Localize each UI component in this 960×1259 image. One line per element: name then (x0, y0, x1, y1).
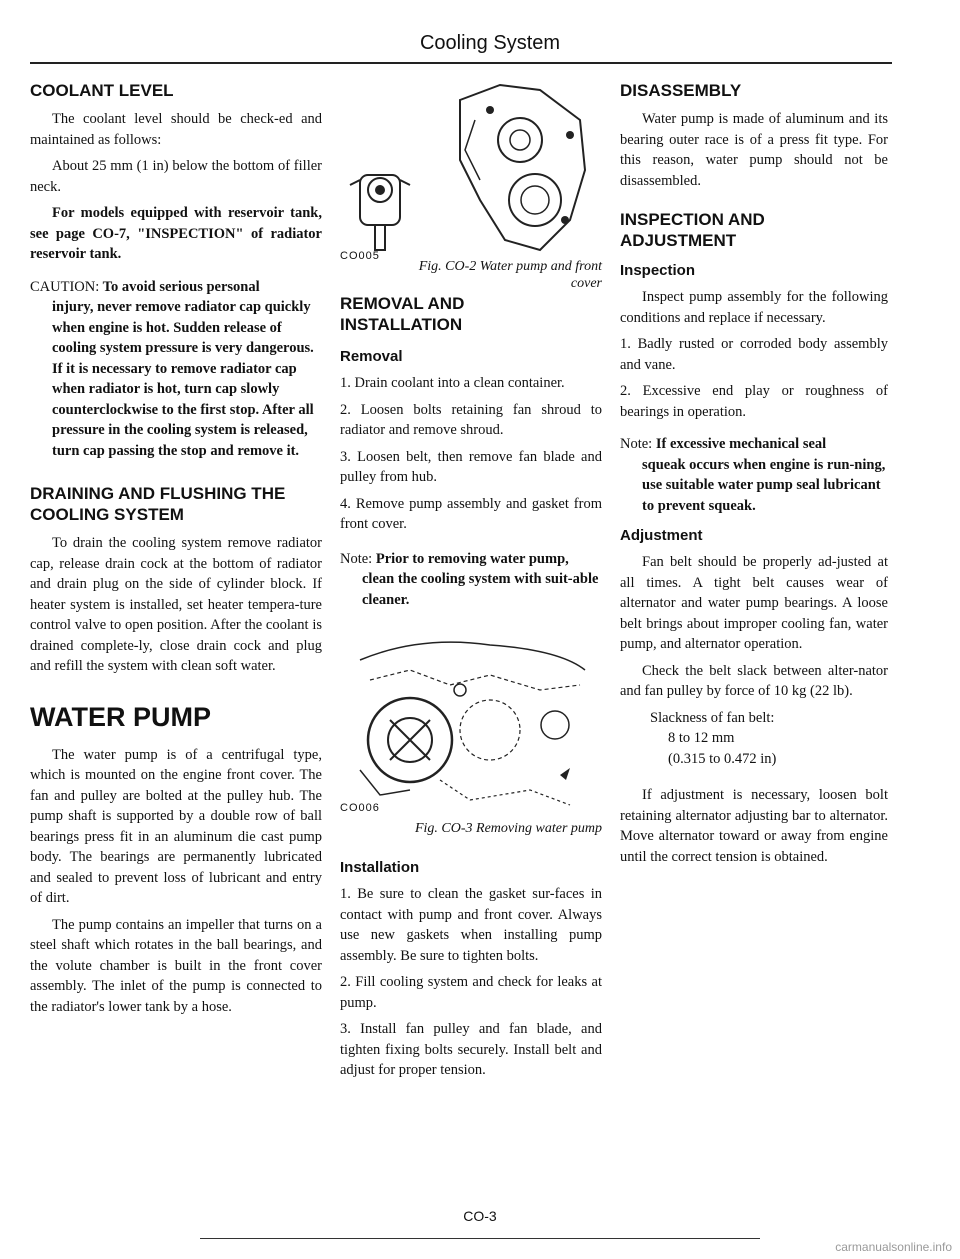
draining-paragraph: To drain the cooling system remove radiator cap, release drain cock at the bottom of radiator and drain plug on the side of cylinder block. If heater system is installed, set heater tempera-ture control valve to open position. After the coolant is drained complete-ly, close drain cock and plug and refill the system with clean soft water. (30, 535, 322, 674)
inspection-paragraph: Inspect pump assembly for the following conditions and replace if necessary. (620, 289, 888, 326)
slack-label: Slackness of fan belt: (650, 709, 775, 726)
adjustment-paragraph-1: Fan belt should be properly ad-justed at all times. A tight belt causes wear of alternator and water pump bearings. A loose belt brings about improper cooling fan, water pump, and alternator operation. (620, 554, 888, 652)
removal-note-first: Prior to removing water pump, (375, 550, 569, 567)
inspection-note (620, 434, 888, 516)
inspection-note-first: If excessive mechanical seal (655, 436, 827, 452)
watermark: carmanualsonline.info (835, 1240, 952, 1254)
removal-step-2: 2. Loosen bolts retaining fan shroud to radiator and remove shroud. (340, 401, 602, 438)
removal-note-label: Note: (340, 550, 373, 567)
slack-mm: 8 to 12 mm (668, 730, 735, 746)
heading-water-pump: WATER PUMP (30, 701, 211, 732)
removal-note-rest: clean the cooling system with suit-able cleaner. (362, 571, 599, 608)
caution-label: CAUTION: (30, 278, 100, 295)
inspection-note-label: Note: (620, 436, 653, 452)
caution-first-line: To avoid serious personal (102, 278, 260, 295)
inspection-item-2: 2. Excessive end play or roughness of bearings in operation. (620, 383, 888, 420)
water-pump-paragraph-1: The water pump is of a centrifugal type, which is mounted on the engine front cover. The fan and pulley are bolted at the pulley hub. The pump shaft is supported by a double row of ball bearings press fit in an aluminum die cast pump body. The bearings are permanently lubricated and sealed to prevent loss of lubricant and entry of dirt. (30, 746, 322, 906)
adjustment-paragraph-3: If adjustment is necessary, loosen bolt retaining alternator adjusting bar to alternator. Move alternator toward or away from engine until the correct tension is obtained. (620, 787, 888, 865)
running-head: Cooling System (419, 32, 561, 54)
removal-step-4: 4. Remove pump assembly and gasket from front cover. (340, 495, 602, 532)
inspection-item-1: 1. Badly rusted or corroded body assembly and vane. (620, 336, 888, 373)
column-left (30, 80, 322, 1023)
coolant-paragraph-1: The coolant level should be check-ed and maintained as follows: (30, 111, 322, 148)
heading-coolant-level: COOLANT LEVEL (30, 81, 174, 100)
figure-co3-code: CO006 (340, 802, 380, 814)
figure-co2-code: CO005 (340, 250, 380, 262)
caution-block (30, 277, 322, 462)
top-rule (30, 62, 892, 64)
removal-note (340, 549, 602, 611)
figure-co2 (340, 80, 602, 291)
slack-in: (0.315 to 0.472 in) (668, 750, 777, 767)
subheading-inspection: Inspection (620, 262, 696, 279)
subheading-installation: Installation (340, 859, 420, 876)
column-right (620, 80, 888, 873)
water-pump-paragraph-2: The pump contains an impeller that turns on a steel shaft which rotates in the ball bearings, and the volute chamber is built in the front cover assembly. The inlet of the pump is connected to the radiator's lower tank by a hose. (30, 916, 322, 1015)
coolant-paragraph-3: For models equipped with reservoir tank, see page CO-7, "INSPECTION" of radiator reservoir tank. (30, 205, 322, 262)
subheading-removal: Removal (340, 348, 403, 365)
figure-co2-caption (360, 258, 602, 292)
caution-text-2: If it is necessary to remove radiator cap when radiator is hot, turn cap slowly counterclockwise to the first stop. After all pressure in the cooling system is released, turn cap passing the stop and remove it. (52, 360, 314, 459)
page-number: CO-3 (463, 1208, 497, 1224)
disassembly-paragraph: Water pump is made of aluminum and its bearing outer race is of a press fit type. For this reason, water pump should not be disassembled. (620, 111, 888, 189)
bottom-rule (200, 1238, 760, 1239)
inspection-note-rest: squeak occurs when engine is run-ning, use suitable water pump seal lubricant to prevent squeak. (642, 456, 886, 514)
subheading-adjustment: Adjustment (620, 527, 703, 544)
removing-water-pump-illustration (340, 630, 602, 810)
figure-co3-caption: Fig. CO-3 Removing water pump (414, 821, 602, 836)
heading-disassembly: DISASSEMBLY (620, 81, 742, 100)
adjustment-paragraph-2: Check the belt slack between alter-nator and fan pulley by force of 10 kg (22 lb). (620, 662, 888, 699)
heading-draining: DRAINING AND FLUSHING THE COOLING SYSTEM (30, 484, 286, 524)
heading-removal-installation: REMOVAL AND INSTALLATION (340, 294, 465, 334)
removal-step-1: 1. Drain coolant into a clean container. (340, 375, 565, 391)
coolant-paragraph-2: About 25 mm (1 in) below the bottom of filler neck. (30, 158, 322, 195)
figure-co2-caption-line1: Fig. CO-2 Water pump and front (418, 259, 602, 274)
removal-step-3: 3. Loosen belt, then remove fan blade and pulley from hub. (340, 448, 602, 485)
column-middle (340, 80, 602, 1087)
figure-co2-caption-line2: cover (570, 276, 602, 291)
water-pump-front-cover-illustration (340, 80, 602, 260)
figure-co3 (340, 630, 602, 842)
install-step-3: 3. Install fan pulley and fan blade, and tighten fixing bolts securely. Install belt and adjust for proper tension. (340, 1021, 602, 1078)
install-step-1: 1. Be sure to clean the gasket sur-faces in contact with pump and front cover. Always use new gaskets when installing pump assembly. Be sure to tighten bolts. (340, 886, 602, 964)
heading-inspection-adjustment: INSPECTION AND ADJUSTMENT (620, 210, 765, 250)
install-step-2: 2. Fill cooling system and check for leaks at pump. (340, 974, 602, 1011)
caution-text-1: injury, never remove radiator cap quickly when engine is hot. Sudden release of cooling system pressure is very dangerous. (52, 299, 314, 356)
